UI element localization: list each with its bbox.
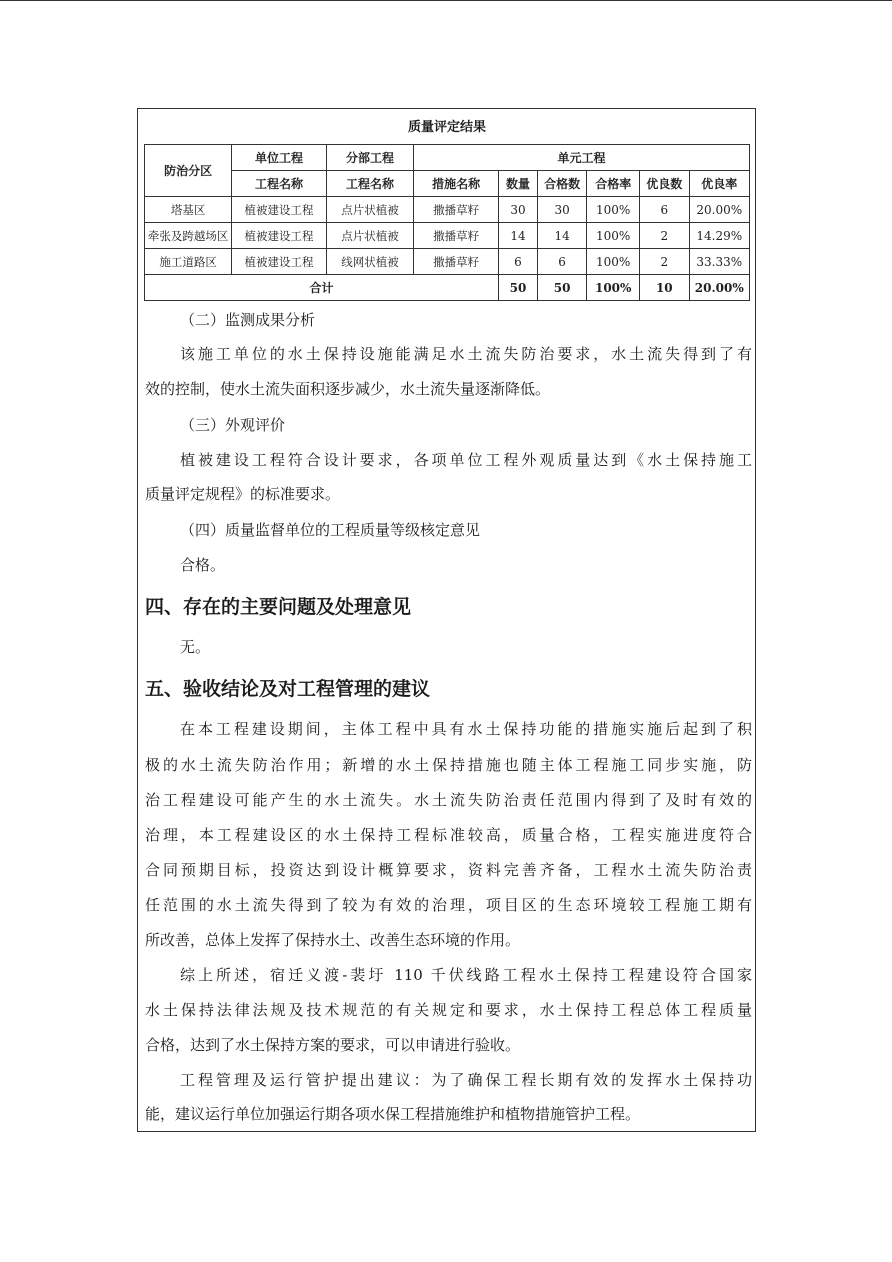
paragraph-line: 所改善，总体上发挥了保持水土、改善生态环境的作用。	[145, 931, 521, 949]
total-label: 合计	[145, 275, 499, 301]
monitoring-title: （二）监测成果分析	[180, 311, 316, 329]
paragraph-line: 极的水土流失防治作用；新增的水土保持措施也随主体工程施工同步实施，防	[145, 756, 752, 774]
supervision-text: 合格。	[180, 556, 226, 574]
cell-quantity: 6	[499, 249, 538, 275]
header-quantity: 数量	[499, 171, 538, 197]
header-qualified-count: 合格数	[537, 171, 587, 197]
cell-qualified-count: 14	[537, 223, 587, 249]
top-rule	[0, 0, 892, 1]
paragraph-line: 水土保持法律法规及技术规范的有关规定和要求，水土保持工程总体工程质量	[145, 1001, 752, 1019]
paragraph-line: 工程管理及运行管护提出建议：为了确保工程长期有效的发挥水土保持功	[180, 1071, 752, 1089]
paragraph-line: 综上所述，宿迁义渡-裴圩 110 千伏线路工程水土保持工程建设符合国家	[180, 966, 752, 984]
header-unit-work: 单元工程	[414, 145, 750, 171]
cell-excellent-rate: 14.29%	[689, 223, 749, 249]
header-excellent-count: 优良数	[640, 171, 690, 197]
cell-quantity: 14	[499, 223, 538, 249]
cell-qualified-rate: 100%	[587, 223, 640, 249]
header-excellent-rate: 优良率	[689, 171, 749, 197]
cell-measure: 撒播草籽	[414, 197, 499, 223]
cell-unit-project: 植被建设工程	[232, 249, 327, 275]
total-quantity: 50	[499, 275, 538, 301]
cell-zone: 牵张及跨越场区	[145, 223, 232, 249]
table-caption: 质量评定结果	[407, 120, 486, 135]
table-subheader-row	[145, 171, 750, 197]
appearance-line: 植被建设工程符合设计要求，各项单位工程外观质量达到《水土保持施工	[180, 451, 752, 469]
total-excellent-count: 10	[640, 275, 690, 301]
cell-measure: 撒播草籽	[414, 223, 499, 249]
section-heading-4: 四、存在的主要问题及处理意见	[145, 596, 412, 618]
section-heading-5: 五、验收结论及对工程管理的建议	[145, 678, 431, 700]
paragraph-line: 治理，本工程建设区的水土保持工程标准较高，质量合格，工程实施进度符合	[145, 826, 752, 844]
cell-excellent-count: 6	[640, 197, 690, 223]
header-measure-name: 措施名称	[414, 171, 499, 197]
cell-zone: 施工道路区	[145, 249, 232, 275]
monitoring-line: 效的控制，使水土流失面积逐步减少，水土流失量逐渐降低。	[145, 380, 551, 398]
appearance-line: 质量评定规程》的标准要求。	[145, 485, 341, 503]
paragraph-line: 合同预期目标，投资达到设计概算要求，资料完善齐备，工程水土流失防治责	[145, 861, 752, 879]
total-qualified-count: 50	[537, 275, 587, 301]
header-sub-project: 分部工程	[326, 145, 413, 171]
monitoring-line: 该施工单位的水土保持设施能满足水土流失防治要求，水土流失得到了有	[180, 345, 752, 363]
section-4-text: 无。	[180, 638, 211, 656]
table-row	[145, 197, 750, 223]
table-row	[145, 223, 750, 249]
cell-sub-project: 点片状植被	[326, 223, 413, 249]
cell-sub-project: 点片状植被	[326, 197, 413, 223]
cell-unit-project: 植被建设工程	[232, 223, 327, 249]
cell-excellent-rate: 33.33%	[689, 249, 749, 275]
cell-excellent-count: 2	[640, 249, 690, 275]
cell-measure: 撒播草籽	[414, 249, 499, 275]
cell-quantity: 30	[499, 197, 538, 223]
cell-qualified-rate: 100%	[587, 249, 640, 275]
quality-evaluation-table	[144, 144, 750, 301]
header-unit-project: 单位工程	[232, 145, 327, 171]
header-project-name: 工程名称	[326, 171, 413, 197]
cell-zone: 塔基区	[145, 197, 232, 223]
header-qualified-rate: 合格率	[587, 171, 640, 197]
total-qualified-rate: 100%	[587, 275, 640, 301]
paragraph-line: 在本工程建设期间，主体工程中具有水土保持功能的措施实施后起到了积	[180, 720, 752, 738]
table-total-row	[145, 275, 750, 301]
paragraph-line: 能，建议运行单位加强运行期各项水保工程措施维护和植物措施管护工程。	[145, 1105, 641, 1123]
cell-excellent-count: 2	[640, 223, 690, 249]
header-zone: 防治分区	[145, 145, 232, 197]
cell-excellent-rate: 20.00%	[689, 197, 749, 223]
total-excellent-rate: 20.00%	[689, 275, 749, 301]
cell-qualified-count: 6	[537, 249, 587, 275]
paragraph-line: 合格，达到了水土保持方案的要求，可以申请进行验收。	[145, 1036, 521, 1054]
cell-qualified-count: 30	[537, 197, 587, 223]
cell-unit-project: 植被建设工程	[232, 197, 327, 223]
supervision-title: （四）质量监督单位的工程质量等级核定意见	[180, 521, 481, 539]
cell-qualified-rate: 100%	[587, 197, 640, 223]
table-row	[145, 249, 750, 275]
cell-sub-project: 线网状植被	[326, 249, 413, 275]
header-project-name: 工程名称	[232, 171, 327, 197]
paragraph-line: 治工程建设可能产生的水土流失。水土流失防治责任范围内得到了及时有效的	[145, 791, 752, 809]
table-header-row	[145, 145, 750, 171]
appearance-title: （三）外观评价	[180, 416, 286, 434]
paragraph-line: 任范围的水土流失得到了较为有效的治理，项目区的生态环境较工程施工期有	[145, 896, 752, 914]
